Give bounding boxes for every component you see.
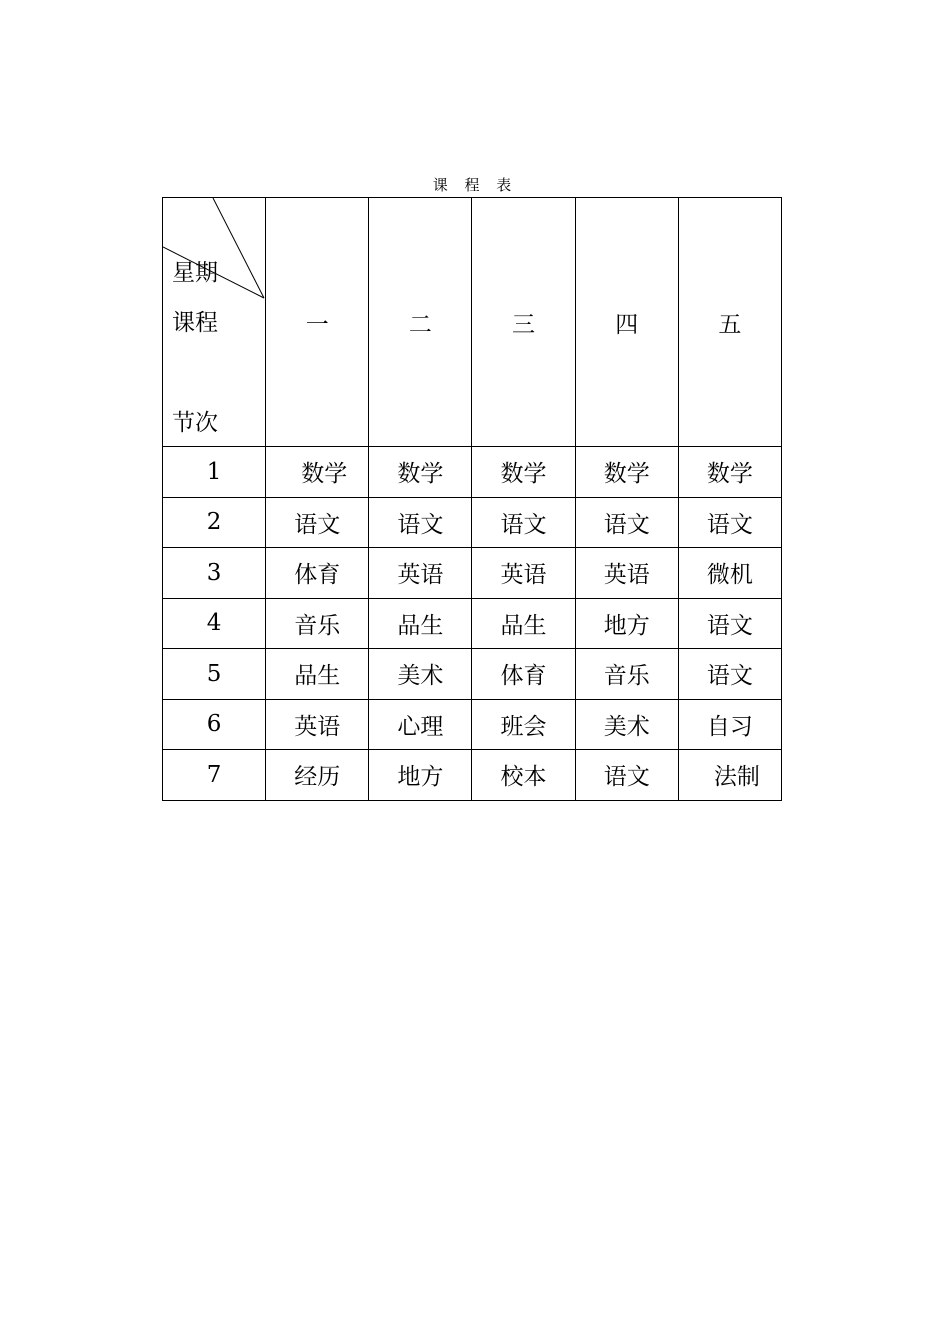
course-cell: 美术 bbox=[575, 699, 678, 750]
course-cell: 自习 bbox=[678, 699, 781, 750]
course-cell: 地方 bbox=[369, 750, 472, 801]
course-cell: 语文 bbox=[575, 497, 678, 548]
corner-cell bbox=[163, 198, 266, 447]
course-cell: 英语 bbox=[266, 699, 369, 750]
corner-label-course: 课程 bbox=[172, 310, 218, 336]
course-cell: 体育 bbox=[266, 548, 369, 599]
period-number: 3 bbox=[163, 548, 266, 599]
course-cell: 地方 bbox=[575, 598, 678, 649]
course-cell: 班会 bbox=[472, 699, 575, 750]
table-row bbox=[163, 699, 782, 750]
course-cell: 品生 bbox=[266, 649, 369, 700]
header-row bbox=[163, 198, 782, 447]
course-cell: 数学 bbox=[472, 447, 575, 498]
day-header: 二 bbox=[369, 198, 472, 447]
course-cell: 美术 bbox=[369, 649, 472, 700]
course-cell: 体育 bbox=[472, 649, 575, 700]
period-number: 7 bbox=[163, 750, 266, 801]
course-cell: 语文 bbox=[678, 598, 781, 649]
table-row bbox=[163, 598, 782, 649]
course-cell: 经历 bbox=[266, 750, 369, 801]
course-cell: 英语 bbox=[369, 548, 472, 599]
period-number: 2 bbox=[163, 497, 266, 548]
course-cell: 法制 bbox=[678, 750, 781, 801]
period-number: 5 bbox=[163, 649, 266, 700]
day-header: 五 bbox=[678, 198, 781, 447]
period-number: 6 bbox=[163, 699, 266, 750]
course-cell: 数学 bbox=[678, 447, 781, 498]
period-number: 1 bbox=[163, 447, 266, 498]
course-cell: 音乐 bbox=[266, 598, 369, 649]
table-row bbox=[163, 750, 782, 801]
course-cell: 音乐 bbox=[575, 649, 678, 700]
course-cell: 英语 bbox=[472, 548, 575, 599]
corner-label-period: 节次 bbox=[172, 410, 218, 436]
table-row bbox=[163, 649, 782, 700]
day-header: 四 bbox=[575, 198, 678, 447]
course-cell: 语文 bbox=[575, 750, 678, 801]
course-cell: 校本 bbox=[472, 750, 575, 801]
day-header: 一 bbox=[266, 198, 369, 447]
course-cell: 数学 bbox=[266, 447, 369, 498]
course-cell: 数学 bbox=[575, 447, 678, 498]
table-row bbox=[163, 548, 782, 599]
course-cell: 品生 bbox=[369, 598, 472, 649]
table-row bbox=[163, 497, 782, 548]
course-cell: 语文 bbox=[369, 497, 472, 548]
corner-label-weekday: 星期 bbox=[172, 260, 218, 286]
course-cell: 心理 bbox=[369, 699, 472, 750]
course-cell: 品生 bbox=[472, 598, 575, 649]
course-cell: 语文 bbox=[472, 497, 575, 548]
course-cell: 语文 bbox=[678, 649, 781, 700]
document-title: 课 程 表 bbox=[432, 176, 518, 194]
timetable bbox=[162, 197, 782, 801]
day-header: 三 bbox=[472, 198, 575, 447]
table-row bbox=[163, 447, 782, 498]
course-cell: 英语 bbox=[575, 548, 678, 599]
course-cell: 微机 bbox=[678, 548, 781, 599]
period-number: 4 bbox=[163, 598, 266, 649]
course-cell: 语文 bbox=[678, 497, 781, 548]
course-cell: 语文 bbox=[266, 497, 369, 548]
course-cell: 数学 bbox=[369, 447, 472, 498]
